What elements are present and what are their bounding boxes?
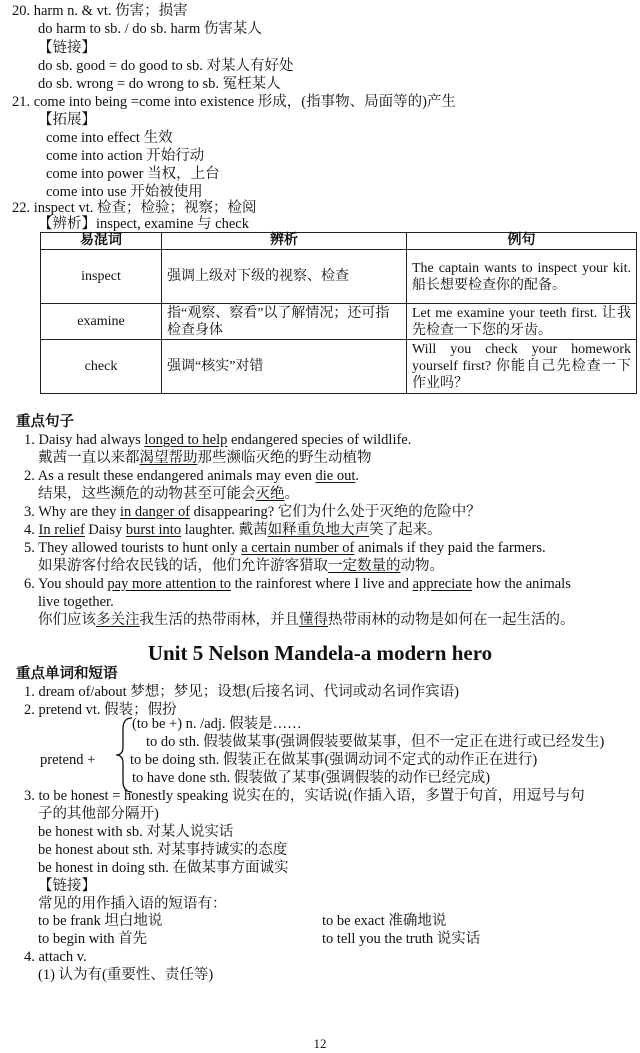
unit-item-2: 2. pretend vt. 假装；假扮 [24,702,177,718]
pretend-label: pretend + [40,752,96,768]
pretend-pattern-1: (to be +) n. /adj. 假装是…… [132,716,302,732]
parenthetical-phrase: to be exact 准确地说 [322,913,447,929]
sentence-6-en-cont: live together. [38,594,114,610]
pretend-pattern-4: to have done sth. 假装做了某事(强调假装的动作已经完成) [132,770,491,786]
parenthetical-phrase: to begin with 首先 [38,931,148,947]
underlined-phrase: die out [315,468,356,484]
underlined-phrase: appreciate [412,576,473,592]
table-cell-example: Let me examine your teeth first. 让我先检查一下您的牙齿。 [407,304,637,340]
text-segment: 。 [284,486,299,502]
sentence-6-zh [38,611,575,629]
unit-item-3-cont: 子的其他部分隔开) [38,806,159,822]
text-segment: the rainforest where I live and [231,576,413,592]
underlined-phrase: In relief [38,522,85,538]
table-row [41,304,637,340]
vocab-20-heading: 20. harm n. & vt. 伤害；损害 [12,3,188,19]
text-segment: 结果，这些濒危的动物甚至可能会 [38,486,256,502]
table-header: 例句 [407,233,637,250]
underlined-phrase: 如释重负地大声 [267,522,370,538]
unit-subtitle: 重点单词和短语 [16,666,118,682]
table-row [41,340,637,394]
comparison-table [40,232,637,394]
table-header-row [41,233,637,250]
text-segment: 戴茜一直以来都 [38,450,140,466]
parenthetical-phrase: to tell you the truth 说实话 [322,931,481,947]
vocab-21-ext2: come into action 开始行动 [46,148,205,164]
text-segment: 4. [24,522,39,538]
unit-item-3: 3. to be honest = honestly speaking 说实在的，实话说(作插入语，多置于句首，用逗号与句 [24,788,585,804]
sentence-2-en [24,467,359,485]
table-cell-word: examine [41,304,162,340]
underlined-phrase: a certain number of [241,540,355,556]
underlined-phrase: 渴望帮助 [139,450,198,466]
table-cell-desc: 指“观察、察看”以了解情况；还可指检查身体 [162,304,407,340]
vocab-21-heading: 21. come into being =come into existence 形成，(指事物、局面等的)产生 [12,94,456,110]
text-segment: 2. As a result these endangered animals may even [24,468,316,484]
text-segment: how the animals [472,576,571,592]
text-segment: 我生活的热带雨林，并且 [139,612,299,628]
text-segment: 你们应该 [38,612,96,628]
underlined-phrase: burst into [125,522,182,538]
underlined-phrase: 多关注 [96,612,140,628]
underlined-phrase: longed to help [144,432,228,448]
unit-title: Unit 5 Nelson Mandela-a modern hero [147,641,493,665]
unit-item-1: 1. dream of/about 梦想；梦见；设想(后接名词、代词或动名词作宾语) [24,684,459,700]
vocab-21-ext3: come into power 当权，上台 [46,166,220,182]
text-segment: 6. You should [24,576,108,592]
honest-phrase-3: be honest in doing sth. 在做某事方面诚实 [38,860,289,876]
link-label: 【链接】 [38,40,96,56]
table-cell-word: inspect [41,250,162,304]
unit-item-4-sense-1: (1) 认为有(重要性、责任等) [38,967,214,983]
vocab-21-ext1: come into effect 生效 [46,130,173,146]
pretend-pattern-2: to do sth. 假装做某事(强调假装要做某事，但不一定正在进行或已经发生) [146,734,605,750]
sentence-1-en [24,431,411,449]
text-segment: endangered species of wildlife. [227,432,412,448]
table-cell-word: check [41,340,162,394]
text-segment: Daisy [84,522,126,538]
text-segment: 1. Daisy had always [24,432,145,448]
text-segment: . [355,468,360,484]
text-segment: 5. They allowed tourists to hunt only [24,540,242,556]
table-cell-example: The captain wants to inspect your kit. 船长想要检查你的配备。 [407,250,637,304]
vocab-22-heading: 22. inspect vt. 检查；检验；视察；检阅 [12,200,257,216]
sentence-4 [24,521,442,539]
extend-label: 【拓展】 [38,112,96,128]
sentence-5-zh [38,557,444,575]
text-segment: laughter. 戴茜 [181,522,268,538]
vocab-21-ext4: come into use 开始被使用 [46,184,203,200]
text-segment: 热带雨林的动物是如何在一起生活的。 [328,612,575,628]
text-segment: animals if they paid the farmers. [354,540,546,556]
honest-phrase-1: be honest with sb. 对某人说实话 [38,824,234,840]
honest-phrase-2: be honest about sth. 对某事持诚实的态度 [38,842,288,858]
vocab-20-phrase: do harm to sb. / do sb. harm 伤害某人 [38,21,262,37]
analysis-label: 【辨析】inspect, examine 与 check [38,216,249,232]
table-header: 易混词 [41,233,162,250]
sentences-title: 重点句子 [16,414,74,430]
underlined-phrase: 灭绝 [255,486,285,502]
text-segment: 笑了起来。 [369,522,442,538]
link-description: 常见的用作插入语的短语有： [38,896,227,912]
link-label: 【链接】 [38,878,96,894]
page-number: 12 [313,1036,327,1051]
sentence-2-zh [38,485,299,503]
sentence-6-en [24,575,571,593]
table-cell-desc: 强调“核实”对错 [162,340,407,394]
text-segment: 3. Why are they [24,504,120,520]
text-segment: disappearing? 它们为什么处于灭绝的危险中？ [190,504,481,520]
underlined-phrase: 一定数量的 [328,558,401,574]
text-segment: 那些濒临灭绝的野生动植物 [197,450,372,466]
pretend-pattern-3: to be doing sth. 假装正在做某事(强调动词不定式的动作正在进行) [130,752,538,768]
table-header: 辨析 [162,233,407,250]
vocab-20-link1: do sb. good = do good to sb. 对某人有好处 [38,58,294,74]
table-cell-desc: 强调上级对下级的视察、检查 [162,250,407,304]
text-segment: 如果游客付给农民钱的话，他们允许游客猎取 [38,558,328,574]
underlined-phrase: 懂得 [299,612,328,628]
text-segment: 动物。 [400,558,444,574]
table-row [41,250,637,304]
underlined-phrase: pay more attention to [107,576,232,592]
parenthetical-phrase: to be frank 坦白地说 [38,913,163,929]
vocab-20-link2: do sb. wrong = do wrong to sb. 冤枉某人 [38,76,281,92]
underlined-phrase: in danger of [119,504,191,520]
unit-item-4: 4. attach v. [24,949,87,965]
sentence-3 [24,503,481,521]
sentence-1-zh [38,449,372,467]
sentence-5-en [24,539,546,557]
table-cell-example: Will you check your homework yourself first? 你能自己先检查一下作业吗？ [407,340,637,394]
